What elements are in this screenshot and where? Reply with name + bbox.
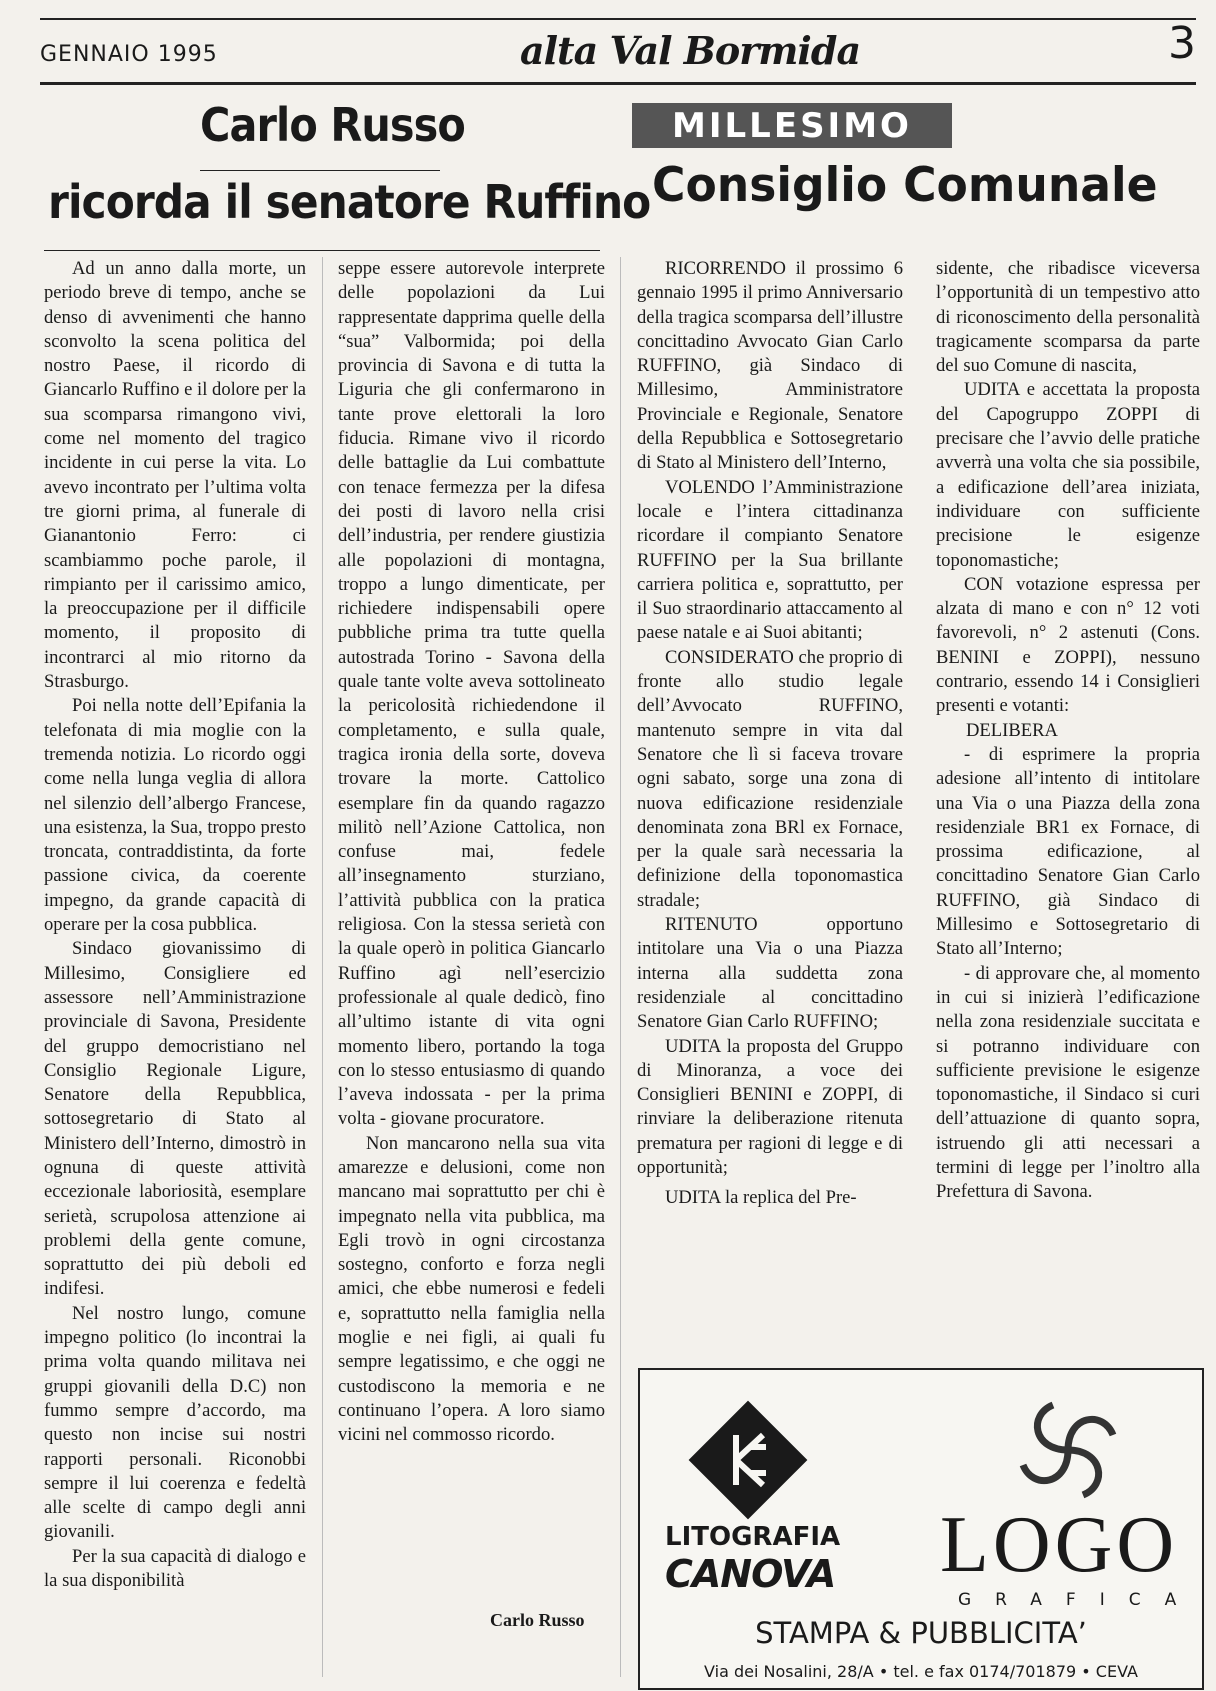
paragraph: UDITA e accettata la proposta del Capogruppo ZOPPI di precisare che l’avvio delle pratiche avverrà una volta che sia possibile, a edificazione dell’area iniziata, individuare con sufficiente precisione le esigenze toponomastiche; [936,379,1200,571]
paragraph: seppe essere autorevole interprete delle popolazioni da Lui rappresentate dapprima quelle della “sua” Valbormida; poi della provincia di Savona e di tutta la Liguria che gli confermarono in tante prove elettorali la loro fiducia. Rimane vivo il ricordo delle battaglie da Lui combattute con tenace fermezza per la difesa dei posti di lavoro nella crisi dell’industria, per rendere giustizia alle popolazioni di montagna, troppo a lungo dimenticate, per richiedere indispensabili opere pubbliche prima tra tutte quella autostrada Torino - Savona della quale tante volte aveva sottolineato la pericolosità richiedendone il completamento, e sulla quale, tragica ironia della sorte, doveva trovare la morte. Cattolico esemplare fin da quando ragazzo militò nell’Azione Cattolica, non confuse mai, fedele all’insegnamento sturziano, l’attività pubblica con la pratica religiosa. Con la stessa serietà con la quale operò in politica Giancarlo Ruffino agì nell’esercizio professionale al quale dedicò, fino all’ultimo istante di vita ogni momento libero, portando la toga con lo stesso entusiasmo di quando l’aveva indossata - per la prima volta - giovane procuratore. [338,258,605,1130]
company1-name-line2: CANOVA [665,1552,836,1596]
paragraph: sidente, che ribadisce viceversa l’opportunità di un tempestivo atto di riconoscimento della personalità tragicamente scomparsa da parte del suo Comune di nascita, [936,258,1200,377]
issue-date: GENNAIO 1995 [40,42,218,67]
company2-name: LOGO [940,1501,1179,1589]
masthead: alta Val Bormida [520,28,861,73]
title-divider [200,170,440,171]
paragraph: UDITA la replica del Pre- [665,1187,857,1209]
company1-name-line1: LITOGRAFIA [665,1522,841,1552]
advertisement-box [638,1368,1204,1690]
paragraph: Nel nostro lungo, comune impegno politico (lo incontrai la prima volta quando militava nei gruppi giovanili della D.C) non fummo sempre d’accordo, ma questo non incise sui nostri rapporti personali. Riconobbi sempre il lui coerenza e fedeltà alle scelte di campo degli anni giovanili. [44,1302,306,1543]
ad-address: Via dei Nosalini, 28/A • tel. e fax 0174/701879 • CEVA [704,1662,1138,1681]
paragraph: CONSIDERATO che proprio di fronte allo studio legale dell’Avvocato RUFFINO, mantenuto sempre in vita dal Senatore che lì si faceva trovare ogni sabato, sorge una zona di nuova edificazione residenziale denominata zona BRl ex Fornace, per la quale sarà necessaria la definizione della toponomastica stradale; [637,646,903,911]
section-kicker: MILLESIMO [632,103,952,148]
page-number: 3 [1168,18,1196,69]
paragraph: CON votazione espressa per alzata di mano e con n° 12 voti favorevoli, n° 2 astenuti (Cons. BENINI e ZOPPI), nessuno contrario, essendo 14 i Consiglieri presenti e votanti: [936,573,1200,717]
paragraph: Sindaco giovanissimo di Millesimo, Consigliere ed assessore nell’Amministrazione provinciale di Savona, Presidente del gruppo democristiano nel Consiglio Regionale Ligure, Senatore della Repubblica, sottosegretario di Stato al Ministero dell’Interno, dimostrò in ognuna di queste attività eccezionale laboriosità, esemplare serietà, scrupolosa attenzione ai problemi della gente comune, soprattutto dei più deboli ed indifesi. [44,938,306,1300]
article-title-line2: ricorda il senatore Ruffino [48,175,651,229]
article1-column2 [338,257,605,1632]
paragraph: Non mancarono nella sua vita amarezze e delusioni, come non mancano mai soprattutto per chi è impegnato nella vita pubblica, ma Egli trovò in ogni circostanza sostegno, conforto e forza negli amici, che ebbe numerosi e fedeli e, soprattutto nella famiglia nella moglie e nei figli, ai quali fu sempre legatissimo, e che oggi ne custodiscono la memoria e ne continuano l’opera. A loro siamo vicini nel commosso ricordo. [338,1132,605,1446]
column-divider [620,257,621,1677]
paragraph: Poi nella notte dell’Epifania la telefonata di mia moglie con la tremenda notizia. Lo ricordo oggi come nella lunga veglia di allora nel silenzio dell’albergo Francese, una esistenza, la Sua, troppo presto troncata, contraddistinta, da forte passione civica, da coerente impegno, da grande capacità di operare per la cosa pubblica. [44,695,306,936]
paragraph: Ad un anno dalla morte, un periodo breve di tempo, anche se denso di avvenimenti che hanno sconvolto la scena politica del nostro Paese, il ricordo di Giancarlo Ruffino e il dolore per la sua scomparsa rimangono vivi, come nel momento del tragico incidente in cui perse la vita. Lo avevo incontrato per l’ultima volta tre giorni prima, al funerale di Gianantonio Ferro: ci scambiammo poche parole, il rimpianto per il carissimo amico, la preoccupazione per il difficile momento, il proposito di incontrarci al mio ritorno da Strasburgo. [44,258,306,693]
article-title-line1: Carlo Russo [200,98,465,152]
article2-column1 [637,257,903,1357]
delibera-heading: DELIBERA [966,719,1058,741]
article1-column1 [44,257,306,1687]
paragraph: UDITA la proposta del Gruppo di Minoranza, a voce dei Consiglieri BENINI e ZOPPI, di rinviare la deliberazione ritenuta prematura per ragioni di legge e di opportunità; [637,1035,903,1178]
column-divider [322,257,323,1677]
paragraph: - di esprimere la propria adesione all’intento di intitolare una Via o una Piazza della zona residenziale BR1 ex Fornace, di prossima edificazione, al concittadino Senatore Gian Carlo RUFFINO, già Sindaco di Millesimo e Sottosegretario di Stato all’Interno; [936,743,1200,960]
top-rule [40,18,1196,20]
company2-subtitle: GRAFICA [958,1590,1201,1610]
show-through-text [1000,96,1015,147]
logo-grafica-spiral-icon [1008,1390,1128,1510]
litografia-canova-logo [688,1400,808,1520]
paragraph: RICORRENDO il prossimo 6 gennaio 1995 il primo Anniversario della tragica scomparsa dell’illustre concittadino Avvocato Gian Carlo RUFFINO, già Sindaco di Millesimo, Amministratore Provinciale e Regionale, Senatore della Repubblica e Sottosegretario di Stato al Ministero dell’Interno, [637,258,903,474]
article2-title: Consiglio Comunale [652,158,1158,213]
ad-slogan: STAMPA & PUBBLICITA’ [755,1616,1087,1650]
header-rule [40,82,1196,85]
paragraph: VOLENDO l’Amministrazione locale e l’intera cittadinanza ricordare il compianto Senatore RUFFINO per la Sua brillante carriera politica e, soprattutto, per il Suo straordinario attaccamento al paese natale e ai Suoi abitanti; [637,476,903,644]
article-rule [44,250,600,251]
paragraph: - di approvare che, al momento in cui si inizierà l’edificazione nella zona residenziale succitata e si potranno individuare con sufficiente previsione le esigenze toponomastiche, il Sindaco si curi dell’attuazione di quanto sopra, istruendo gli atti necessari a termini di legge per l’inoltro alla Prefettura di Savona. [936,962,1200,1203]
paragraph: Per la sua capacità di dialogo e la sua disponibilità [44,1545,306,1592]
author-signature: Carlo Russo [490,1610,585,1630]
article2-column2 [936,257,1200,1357]
paragraph: RITENUTO opportuno intitolare una Via o una Piazza interna alla suddetta zona residenziale al concittadino Senatore Gian Carlo RUFFINO; [637,914,903,1033]
